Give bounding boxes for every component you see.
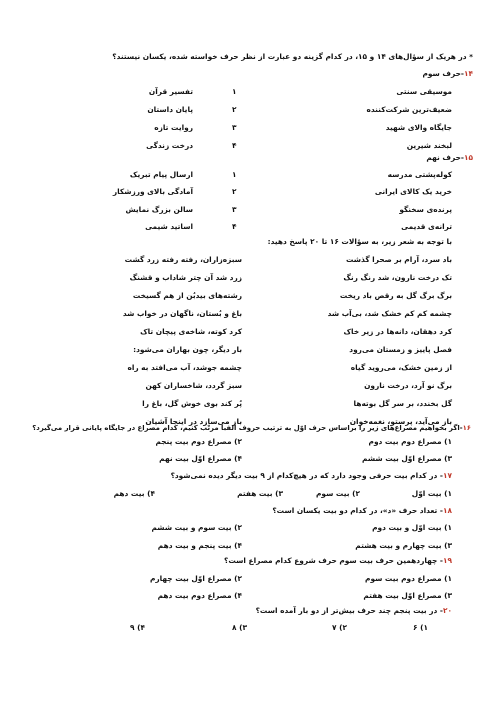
q16-option-1[interactable]: ۱) مصراع دوم بیت دوم [368,437,452,446]
q14-opt3-left: روایت تازه [154,123,193,132]
q16-option-4[interactable]: ۴) مصراع اوّل بیت نهم [159,454,242,463]
q14-opt4-right: لبخند شیرین [406,141,452,150]
poem-verse-7-left: چشمه جوشد، آب می‌افتد به راه [127,363,242,372]
q14-opt2-num: ۲ [232,105,237,114]
poem-verse-3-right: برگ برگ گل به رقص باد ریخت [339,291,452,300]
q14-opt3-num: ۳ [232,123,237,132]
q14-opt1-left: تفسیر قرآن [148,87,193,96]
q20-number: ۲۰ [442,606,452,615]
q14-opt4-num: ۴ [232,141,237,150]
poem-verse-4-right: چشمه کم کم خشک شد، بی‌آب شد [327,309,452,318]
poem-verse-5-left: کرد کوته، شاخه‌ی پیچان تاک [140,327,242,336]
poem-verse-5-right: کرد دهقان، دانه‌ها در زیر خاک [343,327,452,336]
q14-opt1-num: ۱ [232,87,237,96]
q14-heading [423,69,474,79]
q17-number: ۱۷ [442,471,452,480]
q15-opt1-num: ۱ [232,170,237,179]
poem-verse-1-right: باد سرد، آرام بر صحرا گذشت [345,255,452,264]
q15-opt1-right: کوله‌پشتی مدرسه [387,170,452,179]
q20-text: - در بیت پنجم چند حرف بیش‌تر از دو بار آمده است؟ [255,606,443,615]
poem-verse-2-right: تک درخت نارون، شد رنگ رنگ [343,273,452,282]
q14-number: ۱۴ [463,69,473,78]
poem-verse-9-left: پُر کند بوی خوش گل، باغ را [142,399,242,408]
q18-option-4[interactable]: ۴) بیت پنجم و بیت دهم [157,541,242,550]
q15-opt4-right: ترانه‌ی قدیمی [401,222,452,231]
q18-number: ۱۸ [442,506,452,515]
q15-opt2-left: آمادگی بالای ورزشکار [112,187,193,196]
q16-option-2[interactable]: ۲) مصراع دوم بیت پنجم [155,437,242,446]
q14-opt3-right: جایگاه والای شهید [385,123,452,132]
poem-verse-3-left: رشته‌های بیدبُن از هم گسیخت [132,291,242,300]
poem-verse-7-right: از زمین خشک، می‌روید گیاه [350,363,452,372]
q15-title: -حرف نهم [426,153,464,162]
poem-verse-2-left: زرد شد آن چتر شاداب و قشنگ [129,273,242,282]
q20-option-3[interactable]: ۳) ۸ [232,623,247,632]
q18-heading [272,506,452,516]
q15-heading [426,153,473,163]
poem-verse-10-right: باز می‌آید، پرستو، نغمه‌خوان [349,417,452,426]
q19-text: - چهاردهمین حرف بیت سوم حرف شروع کدام مصراع است؟ [224,556,443,565]
q15-opt2-right: خرید یک کالای ایرانی [374,187,452,196]
q15-opt2-num: ۲ [232,187,237,196]
q17-heading [171,471,452,481]
q17-option-2[interactable]: ۲) بیت سوم [316,489,360,498]
poem-verse-1-left: سبزه‌زاران، رفته رفته زرد گشت [124,255,242,264]
poem-verse-6-right: فصل پاییز و زمستان می‌رود [349,345,452,354]
q19-number: ۱۹ [442,556,452,565]
q15-opt4-num: ۴ [232,222,237,231]
q19-option-4[interactable]: ۴) مصراع دوم بیت دهم [157,591,242,600]
q16-number: ۱۶ [462,424,471,432]
q17-option-4[interactable]: ۴) بیت دهم [113,489,155,498]
q20-option-2[interactable]: ۲) ۷ [332,623,347,632]
q18-option-1[interactable]: ۱) بیت اوّل و بیت دوم [372,523,452,532]
poem-verse-10-left: باز می‌سازد در اینجا آشیان [145,417,242,426]
q20-heading [256,606,452,616]
q19-option-2[interactable]: ۲) مصراع اوّل بیت چهارم [149,574,242,583]
q14-opt2-right: ضعیف‌ترین شرکت‌کننده [366,105,452,114]
q18-option-2[interactable]: ۲) بیت سوم و بیت ششم [151,523,242,532]
q16-option-3[interactable]: ۳) مصراع اوّل بیت ششم [362,454,452,463]
q17-option-1[interactable]: ۱) بیت اوّل [411,489,452,498]
q15-number: ۱۵ [463,153,473,162]
q14-title: -حرف سوم [422,69,464,78]
q15-opt1-left: ارسال پیام تبریک [129,170,193,179]
poem-verse-9-right: گل بخندد، بر سر گل بوته‌ها [353,399,452,408]
poem-verse-8-left: سبز گردد، شاخساران کهن [145,381,242,390]
q18-text: - تعداد حرف «د»، در کدام دو بیت یکسان است؟ [272,506,443,515]
poem-intro: با توجه به شعر زیر، به سؤالات ۱۶ تا ۲۰ پاسخ دهید: [267,237,452,246]
q15-opt3-left: سالن بزرگ نمایش [125,205,193,214]
q16-heading [32,423,471,433]
poem-verse-4-left: باغ و بُستان، ناگهان در خواب شد [122,309,242,318]
q17-text: - در کدام بیت حرفی وجود دارد که در هیچ‌کدام از ۹ بیت دیگر دیده نمی‌شود؟ [170,471,443,480]
q18-option-3[interactable]: ۳) بیت چهارم و بیت هشتم [355,541,452,550]
q20-option-4[interactable]: ۴) ۹ [130,623,145,632]
q19-heading [224,556,452,566]
q14-opt4-left: درخت زندگی [146,141,193,150]
q14-opt2-left: پایان داستان [147,105,193,114]
q16-text: -اگر بخواهیم مصراع‌های زیر را براساس حرف اوّل به ترتیب حروف الفبا مرتّب کنیم، کدام مصراع در جایگاه پایانی قرار می‌گیرد؟ [32,424,463,432]
q20-option-1[interactable]: ۱) ۶ [413,623,428,632]
q19-option-1[interactable]: ۱) مصراع دوم بیت سوم [365,574,452,583]
q15-opt4-left: اساتید شیمی [145,222,193,231]
section-intro: * در هریک از سؤال‌های ۱۴ و ۱۵، در کدام گزینه دو عبارت از نظر حرف خواسته شده، یکسان نیستند؟ [112,52,473,61]
q15-opt3-right: پرنده‌ی سخنگو [399,205,452,214]
q15-opt3-num: ۳ [232,205,237,214]
q17-option-3[interactable]: ۳) بیت هفتم [237,489,283,498]
q19-option-3[interactable]: ۳) مصراع اوّل بیت هفتم [363,591,452,600]
q14-opt1-right: موسیقی سنتی [396,87,452,96]
poem-verse-6-left: بار دیگر، چون بهاران می‌شود: [133,345,242,354]
poem-verse-8-right: برگ نو آرد، درخت نارون [364,381,452,390]
